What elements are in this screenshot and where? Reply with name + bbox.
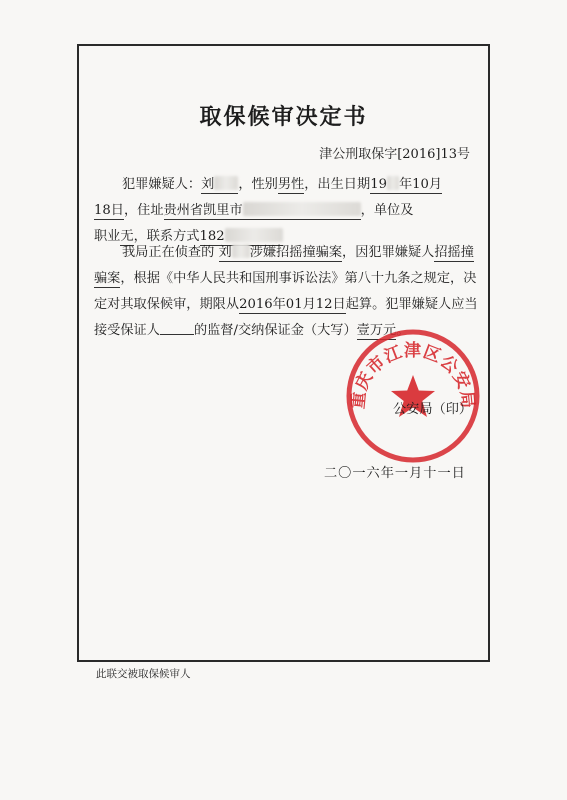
birth-day: 18日 — [94, 203, 124, 218]
occupation-label: 职业 — [94, 229, 121, 244]
document-title: 取保候审决定书 — [199, 104, 368, 130]
seal-signature-line: 公安局（印） — [393, 402, 473, 417]
suspect-info-paragraph — [94, 172, 478, 250]
suspect-phone: 182 — [200, 229, 283, 246]
guarantor-blank — [160, 322, 194, 335]
decision-intro: 我局正在侦查的 — [122, 245, 215, 260]
decision-end: 。 — [396, 323, 410, 338]
contact-prefix: ，联系方式 — [133, 229, 200, 244]
birth-prefix: ，出生日期 — [304, 177, 371, 192]
case-name: 涉嫌招摇撞骗案 — [249, 245, 343, 260]
issue-date: 二〇一六年一月十一日 — [324, 466, 466, 481]
document-frame — [77, 44, 490, 662]
employer-prefix: ，单位及 — [360, 203, 414, 218]
birth-date: 19 年10月 — [370, 177, 443, 192]
deposit-amount: 壹万元 — [356, 323, 397, 338]
offense-name: 招摇撞骗案 — [94, 245, 474, 286]
bail-start-date: 2016年01月12日 — [239, 297, 346, 312]
suspect-gender: 男性 — [277, 177, 305, 192]
seal-ring-text: 重庆市江津区公安局 — [348, 341, 478, 410]
copy-note: 此联交被取保候审人 — [96, 668, 191, 680]
decision-because: ，因犯罪嫌疑人 — [342, 245, 435, 260]
document-number: 津公刑取保字[2016]13号 — [319, 147, 470, 162]
law-text: ，根据《中华人民共和国刑事诉讼法》第八十九条之规定，决定对其取保候审，期限从 — [94, 271, 477, 312]
official-seal — [344, 327, 482, 465]
suspect-occupation: 无 — [120, 229, 134, 244]
suspect-address: 贵州省凯里市 — [164, 203, 361, 220]
suspect-name: 刘 — [201, 177, 238, 194]
case-suspect-name: 刘 — [219, 245, 250, 262]
gender-prefix: ，性别 — [238, 177, 278, 192]
suspect-label: 犯罪嫌疑人： — [122, 177, 202, 192]
deposit-text: 的监督/交纳保证金（大写） — [193, 323, 357, 338]
guarantor-text: 起算。犯罪嫌疑人应当接受保证人 — [94, 297, 478, 338]
address-prefix: ，住址 — [123, 203, 164, 218]
